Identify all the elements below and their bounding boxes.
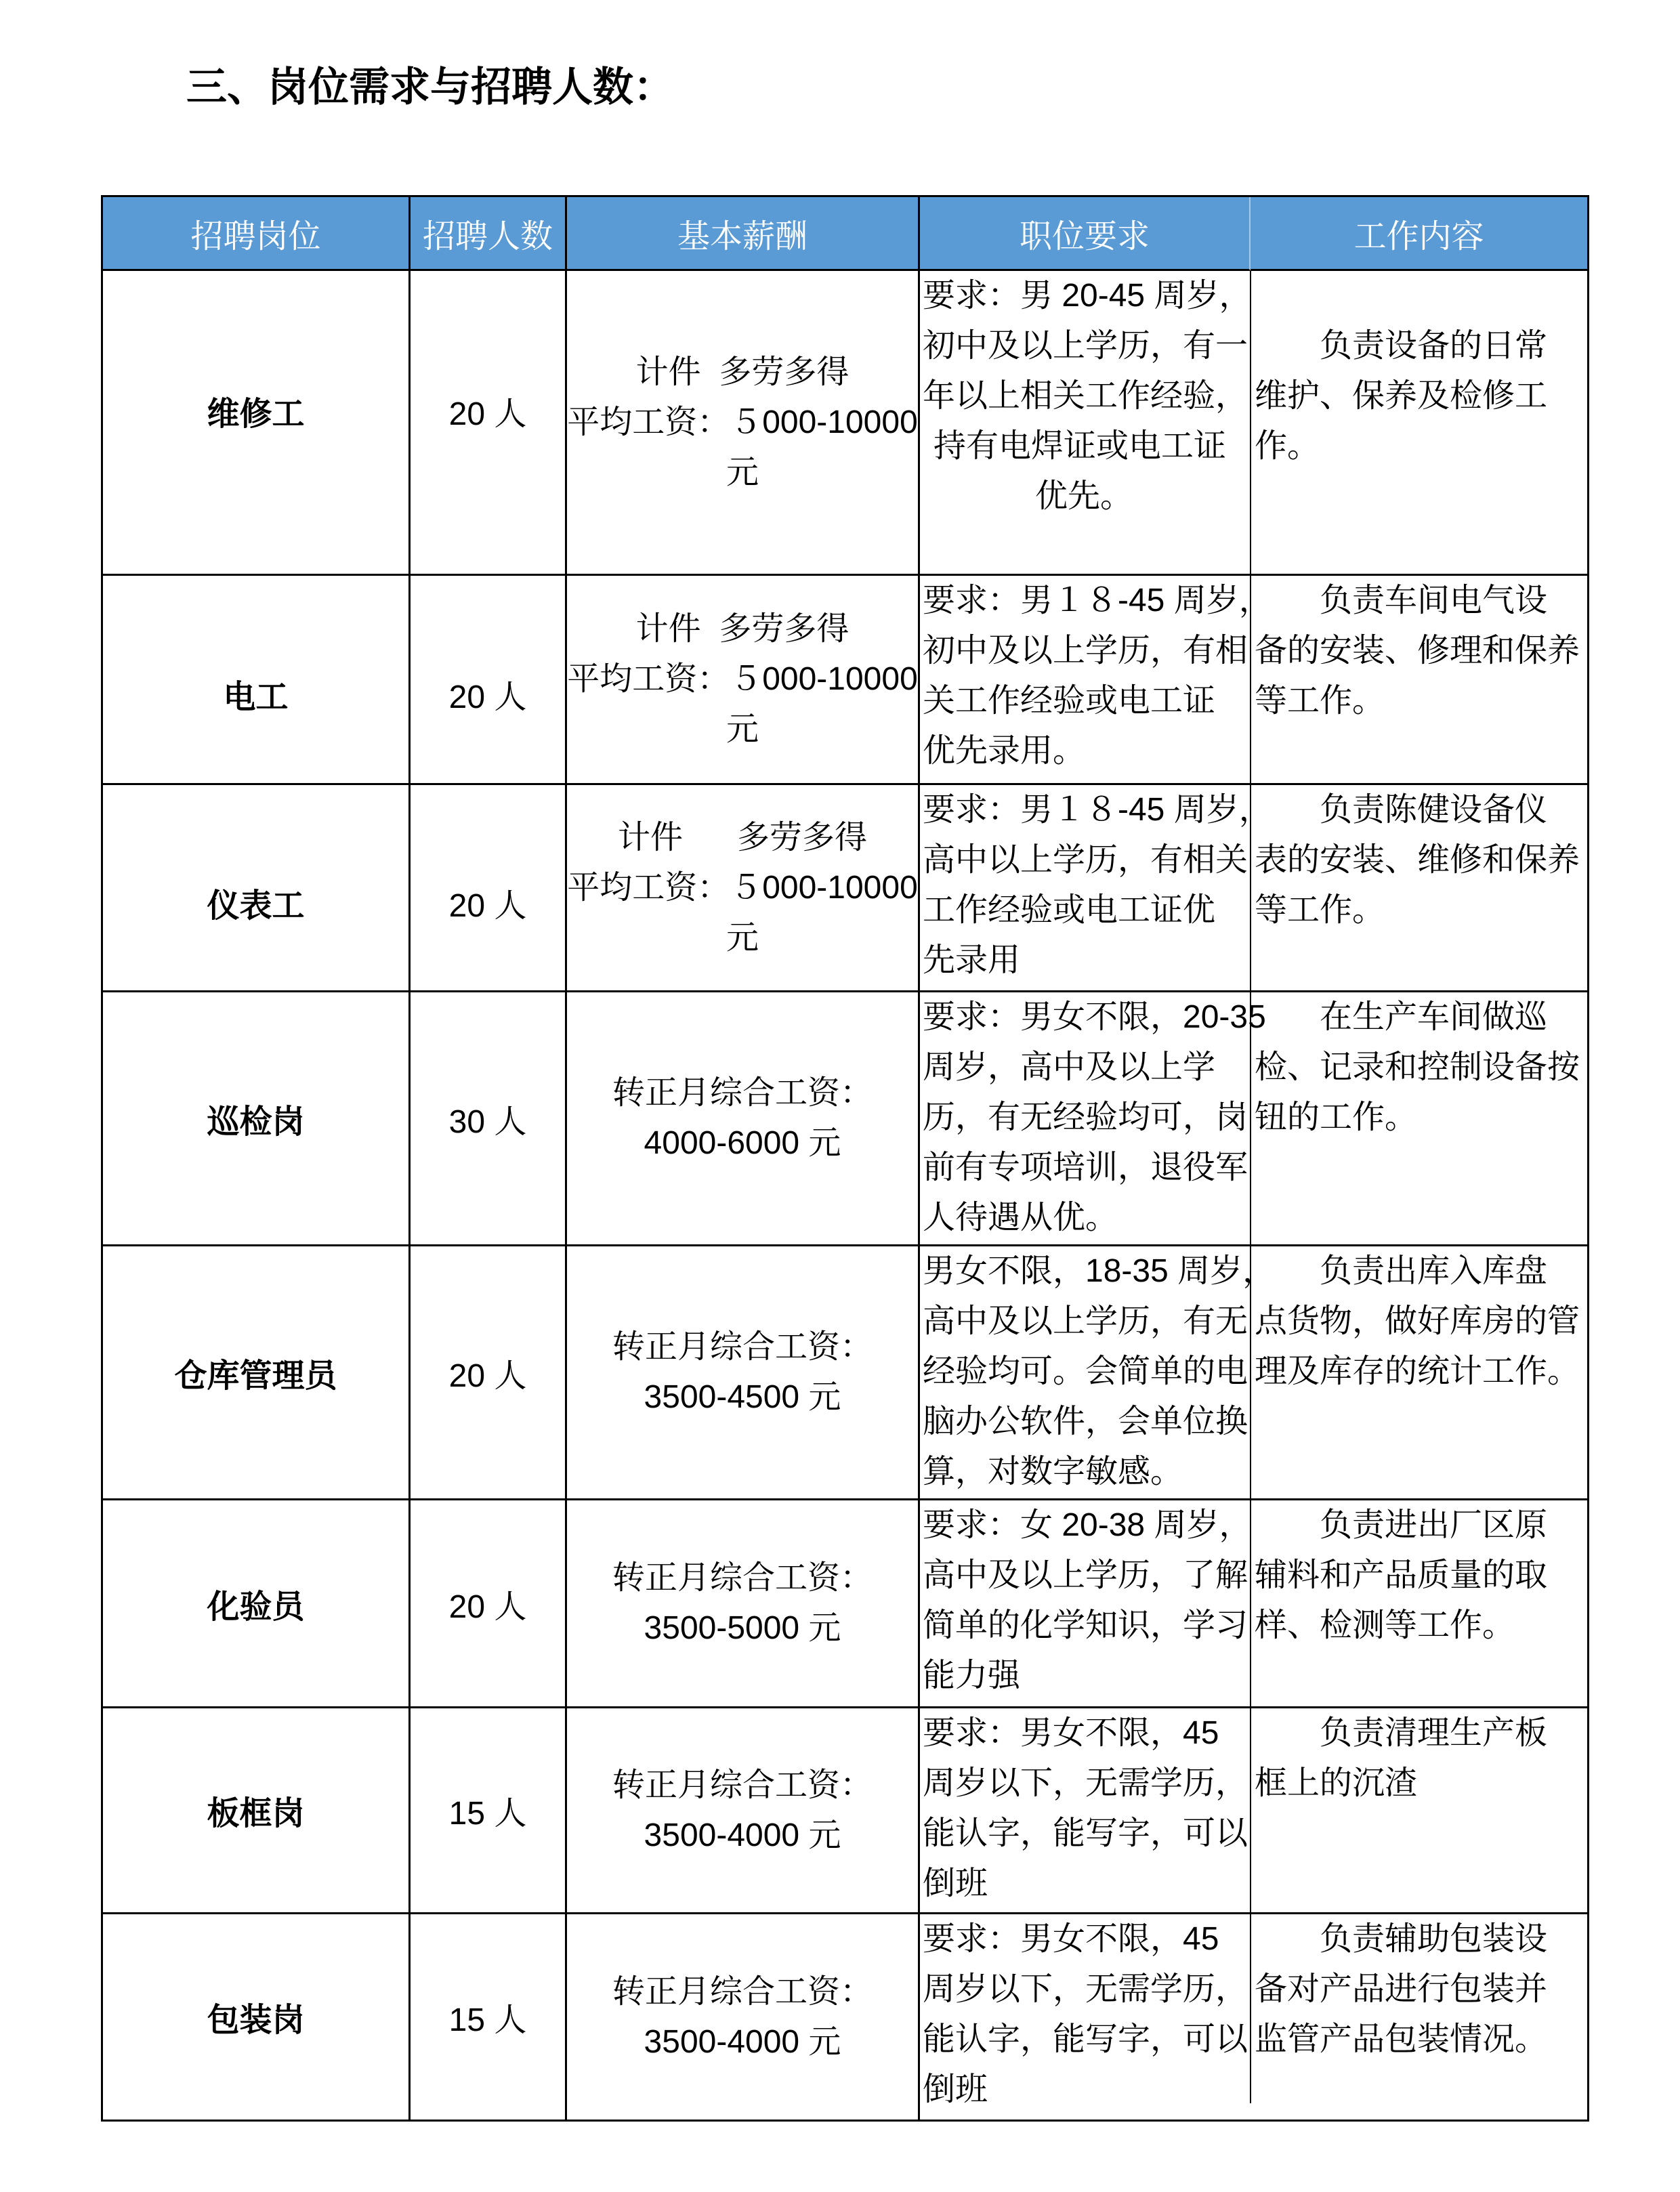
position-cell: 仓库管理员 — [103, 1246, 411, 1500]
table-row — [103, 576, 1589, 785]
duty-line: 作。 — [1255, 428, 1320, 464]
requirement-line: 优先录用。 — [923, 733, 1086, 769]
duty-line: 负责清理生产板 — [1320, 1715, 1548, 1751]
requirement-line: 要求：男女不限，20-35 — [923, 999, 1266, 1035]
headcount-cell: 20 人 — [411, 576, 567, 785]
duty-line: 负责设备的日常 — [1320, 328, 1548, 364]
duty-line: 等工作。 — [1255, 683, 1385, 719]
position-cell: 维修工 — [103, 271, 411, 576]
headcount-cell: 15 人 — [411, 1708, 567, 1914]
requirement-line: 脑办公软件，会单位换 — [923, 1404, 1248, 1439]
headcount-cell: 20 人 — [411, 271, 567, 576]
table-row — [103, 1914, 1589, 2122]
salary-cell — [567, 271, 920, 576]
headcount-cell: 30 人 — [411, 992, 567, 1246]
salary-line: 元 — [726, 919, 759, 956]
duty-line: 理及库存的统计工作。 — [1255, 1353, 1580, 1389]
salary-cell — [567, 1914, 920, 2122]
duty-line: 检、记录和控制设备按 — [1255, 1049, 1580, 1085]
duty-line: 负责进出厂区原 — [1320, 1507, 1548, 1543]
duty-line: 负责辅助包装设 — [1320, 1921, 1548, 1957]
table-header-row — [103, 197, 1589, 271]
salary-cell — [567, 576, 920, 785]
headcount-cell: 20 人 — [411, 1246, 567, 1500]
requirements-text — [923, 1708, 1248, 1909]
headcount-cell: 20 人 — [411, 785, 567, 992]
salary-line: 4000-6000 元 — [644, 1125, 841, 1161]
column-divider — [1250, 1914, 1251, 2103]
salary-line: 计件 多劳多得 — [635, 611, 849, 647]
salary-line: 转正月综合工资： — [612, 1560, 873, 1596]
requirements-text — [923, 992, 1266, 1243]
section-title: 三、岗位需求与招聘人数： — [186, 64, 674, 110]
requirement-line: 持有电焊证或电工证 — [933, 428, 1227, 464]
requirement-line: 高中以上学历，有相关 — [923, 842, 1248, 878]
requirement-line: 要求：女 20-38 周岁， — [923, 1507, 1252, 1543]
requirements-duties-cell — [920, 1246, 1589, 1500]
position-cell: 仪表工 — [103, 785, 411, 992]
duty-line: 样、检测等工作。 — [1255, 1607, 1515, 1643]
requirements-duties-cell — [920, 992, 1589, 1246]
duty-line: 等工作。 — [1255, 892, 1385, 928]
duties-text — [1255, 785, 1580, 935]
requirement-line: 前有专项培训，退役军 — [923, 1150, 1248, 1185]
headcount-cell: 15 人 — [411, 1914, 567, 2122]
salary-line: 3500-5000 元 — [644, 1610, 841, 1646]
requirement-line: 能认字，能写字，可以 — [923, 2021, 1248, 2057]
salary-line: 计件 多劳多得 — [617, 819, 868, 856]
salary-line: 元 — [726, 711, 759, 747]
duty-line: 负责出库入库盘 — [1320, 1253, 1548, 1289]
table-row — [103, 1708, 1589, 1914]
requirement-line: 人待遇从优。 — [923, 1200, 1118, 1236]
requirement-line: 初中及以上学历，有一 — [923, 328, 1248, 364]
requirement-line: 高中及以上学历，了解 — [923, 1557, 1248, 1593]
table-row — [103, 992, 1589, 1246]
requirement-line: 优先。 — [1035, 478, 1133, 514]
requirements-duties-cell — [920, 271, 1589, 576]
requirements-text — [923, 1500, 1251, 1701]
duty-line: 维护、保养及检修工 — [1255, 378, 1548, 414]
header-position: 招聘岗位 — [103, 197, 411, 271]
duty-line: 框上的沉渣 — [1255, 1765, 1418, 1801]
requirements-duties-cell — [920, 1500, 1589, 1708]
position-cell: 包装岗 — [103, 1914, 411, 2122]
requirement-line: 先录用 — [923, 942, 1021, 978]
headcount-cell: 20 人 — [411, 1500, 567, 1708]
requirement-line: 初中及以上学历，有相 — [923, 633, 1248, 669]
requirements-text — [923, 271, 1251, 522]
salary-line: 转正月综合工资： — [612, 1075, 873, 1111]
duties-text — [1255, 321, 1547, 471]
recruitment-table — [101, 195, 1589, 2122]
salary-line: 平均工资：５000-10000 — [567, 869, 918, 906]
position-cell: 板框岗 — [103, 1708, 411, 1914]
requirement-line: 年以上相关工作经验， — [923, 378, 1248, 414]
salary-line: 转正月综合工资： — [612, 1329, 873, 1365]
requirements-duties-cell — [920, 576, 1589, 785]
requirement-line: 要求：男女不限，45 — [923, 1715, 1219, 1751]
duties-text — [1255, 1500, 1547, 1651]
duty-line: 负责车间电气设 — [1320, 583, 1548, 618]
requirements-text — [923, 576, 1272, 776]
duties-text — [1255, 1246, 1580, 1397]
position-cell: 巡检岗 — [103, 992, 411, 1246]
table-row — [103, 271, 1589, 576]
duties-text — [1255, 1914, 1547, 2065]
duty-line: 备对产品进行包装并 — [1255, 1971, 1548, 2007]
header-headcount: 招聘人数 — [411, 197, 567, 271]
requirement-line: 周岁以下，无需学历， — [923, 1765, 1248, 1801]
requirement-line: 要求：男１８-45 周岁， — [923, 583, 1272, 618]
requirement-line: 简单的化学知识，学习 — [923, 1607, 1248, 1643]
requirements-duties-cell — [920, 1708, 1589, 1914]
requirement-line: 工作经验或电工证优 — [923, 892, 1216, 928]
header-requirements: 职位要求 — [920, 197, 1251, 271]
salary-line: 3500-4000 元 — [644, 1817, 841, 1853]
requirement-line: 算，对数字敏感。 — [923, 1454, 1183, 1490]
requirement-line: 高中及以上学历，有无 — [923, 1303, 1248, 1339]
salary-line: 3500-4000 元 — [644, 2023, 841, 2060]
salary-line: 元 — [726, 454, 759, 490]
duty-line: 点货物，做好库房的管 — [1255, 1303, 1580, 1339]
salary-cell — [567, 1500, 920, 1708]
duty-line: 在生产车间做巡 — [1320, 999, 1548, 1035]
requirement-line: 男女不限，18-35 周岁， — [923, 1253, 1276, 1289]
duty-line: 监管产品包装情况。 — [1255, 2021, 1548, 2057]
requirement-line: 要求：男 20-45 周岁， — [923, 278, 1252, 314]
header-salary: 基本薪酬 — [567, 197, 920, 271]
requirement-line: 历，有无经验均可，岗 — [923, 1099, 1248, 1135]
requirement-line: 要求：男１８-45 周岁， — [923, 792, 1272, 828]
duties-text — [1255, 1708, 1547, 1809]
requirements-duties-cell — [920, 1914, 1589, 2122]
duty-line: 负责陈健设备仪 — [1320, 792, 1548, 828]
duty-line: 表的安装、维修和保养 — [1255, 842, 1580, 878]
header-duties: 工作内容 — [1251, 197, 1589, 271]
duties-text — [1255, 992, 1580, 1143]
requirement-line: 能力强 — [923, 1658, 1021, 1693]
requirement-line: 能认字，能写字，可以 — [923, 1815, 1248, 1851]
requirement-line: 周岁，高中及以上学 — [923, 1049, 1216, 1085]
table-row — [103, 1500, 1589, 1708]
requirements-duties-cell — [920, 785, 1589, 992]
requirements-text — [923, 785, 1272, 986]
table-row — [103, 1246, 1589, 1500]
duties-text — [1255, 576, 1580, 726]
duty-line: 辅料和产品质量的取 — [1255, 1557, 1548, 1593]
salary-line: 平均工资：５000-10000 — [567, 404, 918, 440]
requirement-line: 倒班 — [923, 1866, 988, 1901]
salary-line: 转正月综合工资： — [612, 1767, 873, 1803]
requirement-line: 经验均可。会简单的电 — [923, 1353, 1248, 1389]
requirements-text — [923, 1246, 1275, 1497]
requirement-line: 倒班 — [923, 2071, 988, 2107]
salary-cell — [567, 992, 920, 1246]
duty-line: 钮的工作。 — [1255, 1099, 1418, 1135]
salary-cell — [567, 1246, 920, 1500]
salary-line: 3500-4500 元 — [644, 1379, 841, 1415]
salary-line: 计件 多劳多得 — [635, 354, 849, 390]
duty-line: 备的安装、修理和保养 — [1255, 633, 1580, 669]
requirement-line: 关工作经验或电工证 — [923, 683, 1216, 719]
salary-line: 平均工资：５000-10000 — [567, 661, 918, 697]
salary-cell — [567, 1708, 920, 1914]
salary-cell — [567, 785, 920, 992]
position-cell: 化验员 — [103, 1500, 411, 1708]
requirements-text — [923, 1914, 1248, 2115]
requirement-line: 要求：男女不限，45 — [923, 1921, 1219, 1957]
position-cell: 电工 — [103, 576, 411, 785]
salary-line: 转正月综合工资： — [612, 1973, 873, 2010]
column-divider — [1250, 1708, 1251, 1912]
table-row — [103, 785, 1589, 992]
requirement-line: 周岁以下，无需学历， — [923, 1971, 1248, 2007]
